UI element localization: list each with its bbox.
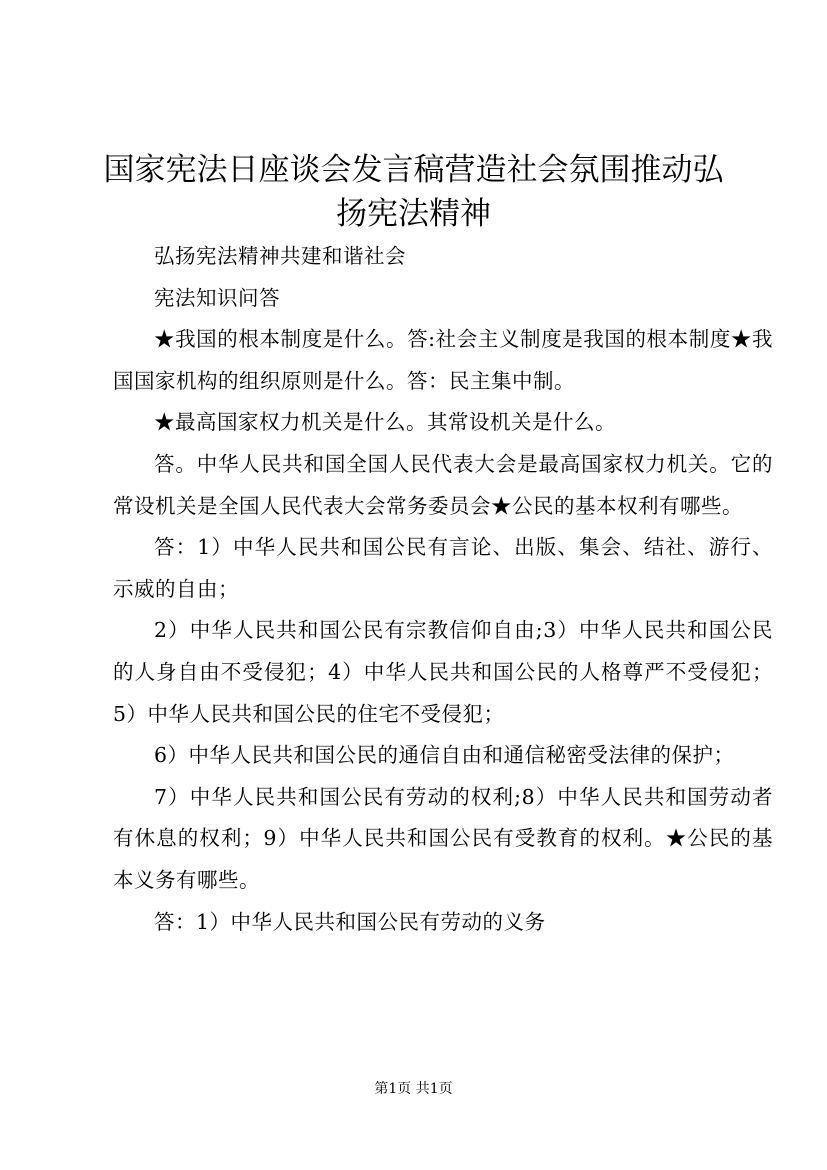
document-body bbox=[113, 236, 773, 943]
paragraph-9: 7）中华人民共和国公民有劳动的权利;8）中华人民共和国劳动者有休息的权利；9）中华人民共和国公民有受教育的权利。★公民的基本义务有哪些。 bbox=[113, 784, 773, 892]
paragraph-4: ★最高国家权力机关是什么。其常设机关是什么。 bbox=[154, 410, 616, 435]
paragraph-5: 答。中华人民共和国全国人民代表大会是最高国家权力机关。它的常设机关是全国人民代表大会常务委员会★公民的基本权利有哪些。 bbox=[113, 451, 773, 518]
paragraph-7: 2）中华人民共和国公民有宗教信仰自由;3）中华人民共和国公民的人身自由不受侵犯；4）中华人民共和国公民的人格尊严不受侵犯；5）中华人民共和国公民的住宅不受侵犯； bbox=[113, 618, 773, 726]
document-title: 国家宪法日座谈会发言稿营造社会氛围推动弘扬宪法精神 bbox=[103, 152, 724, 232]
paragraph-1: 弘扬宪法精神共建和谐社会 bbox=[154, 244, 406, 268]
paragraph-6: 答：1）中华人民共和国公民有言论、出版、集会、结社、游行、示威的自由； bbox=[113, 535, 773, 601]
paragraph-3: ★我国的根本制度是什么。答:社会主义制度是我国的根本制度★我国国家机构的组织原则是什么。答：民主集中制。 bbox=[113, 327, 773, 393]
paragraph-8: 6）中华人民共和国公民的通信自由和通信秘密受法律的保护； bbox=[154, 743, 735, 768]
paragraph-10: 答：1）中华人民共和国公民有劳动的义务 bbox=[154, 909, 546, 934]
page-footer: 第1页 共1页 bbox=[374, 1081, 453, 1097]
paragraph-2: 宪法知识问答 bbox=[154, 285, 280, 310]
